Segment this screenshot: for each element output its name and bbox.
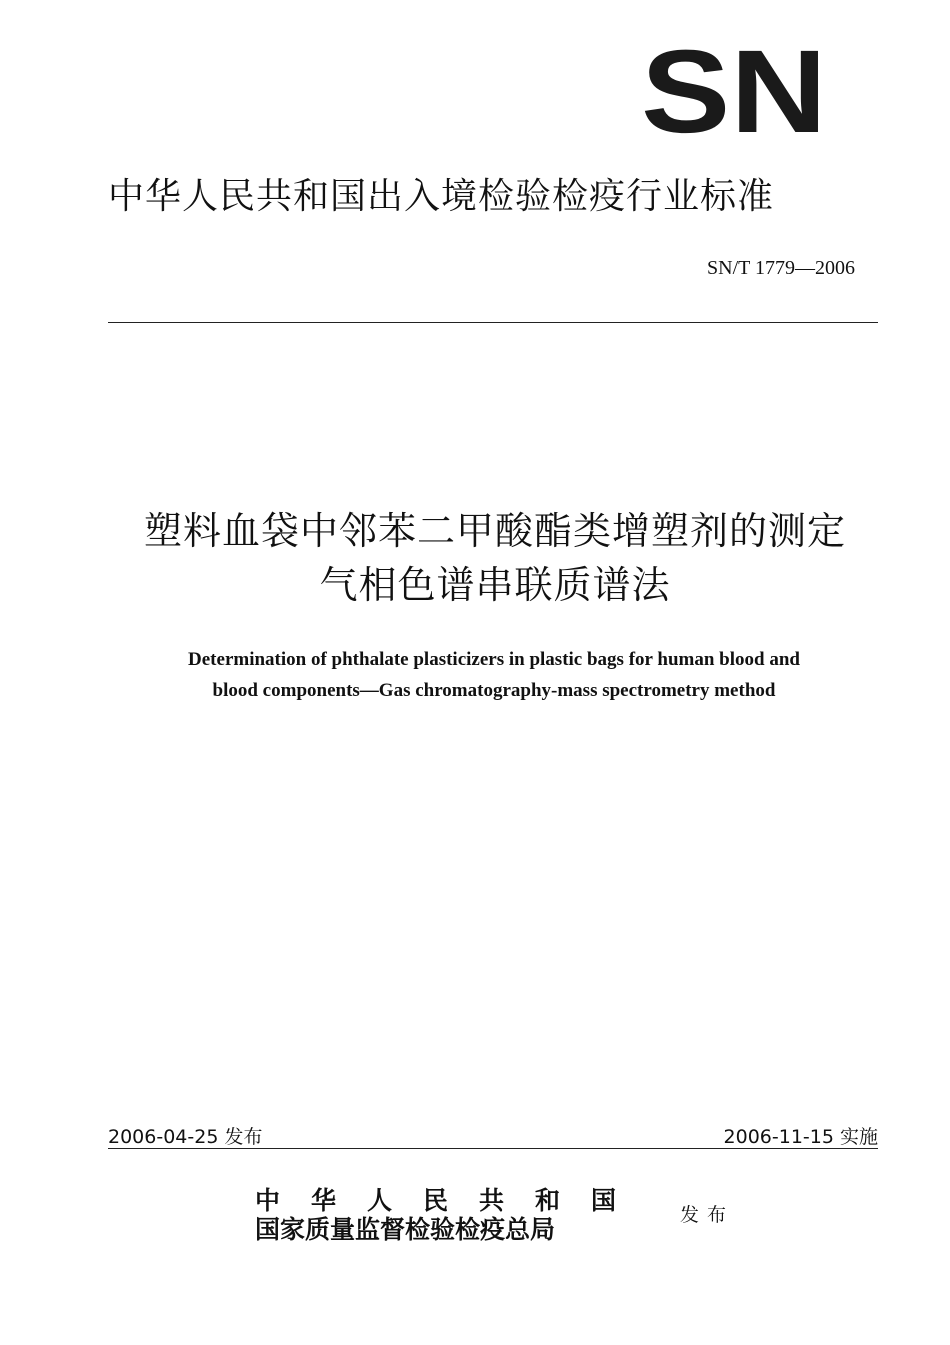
issue-verb: 发布	[680, 1204, 735, 1226]
issuer-block	[255, 1186, 647, 1244]
bottom-divider	[108, 1148, 878, 1149]
sn-logo	[640, 40, 828, 140]
title-english-line1: Determination of phthalate plasticizers in plastic bags for human blood and	[188, 649, 800, 670]
sn-logo-text: SN	[641, 40, 827, 140]
issue-date: 2006-04-25 发布	[108, 1126, 263, 1148]
title-english-line2: blood components—Gas chromatography-mass spectrometry method	[212, 680, 776, 701]
implementation-date: 2006-11-15 实施	[723, 1126, 878, 1148]
standard-code: SN/T 1779—2006	[707, 257, 855, 279]
standard-type-heading: 中华人民共和国出入境检验检疫行业标准	[108, 176, 775, 217]
issuer-name-line1: 中华人民共和国	[255, 1186, 648, 1215]
title-english	[0, 644, 950, 706]
title-chinese-line2: 气相色谱串联质谱法	[319, 563, 671, 607]
title-chinese-line1: 塑料血袋中邻苯二甲酸酯类增塑剂的测定	[143, 509, 846, 553]
top-divider	[108, 322, 878, 323]
title-chinese	[0, 504, 950, 612]
issuer-name-line2: 国家质量监督检验检疫总局	[255, 1215, 556, 1244]
